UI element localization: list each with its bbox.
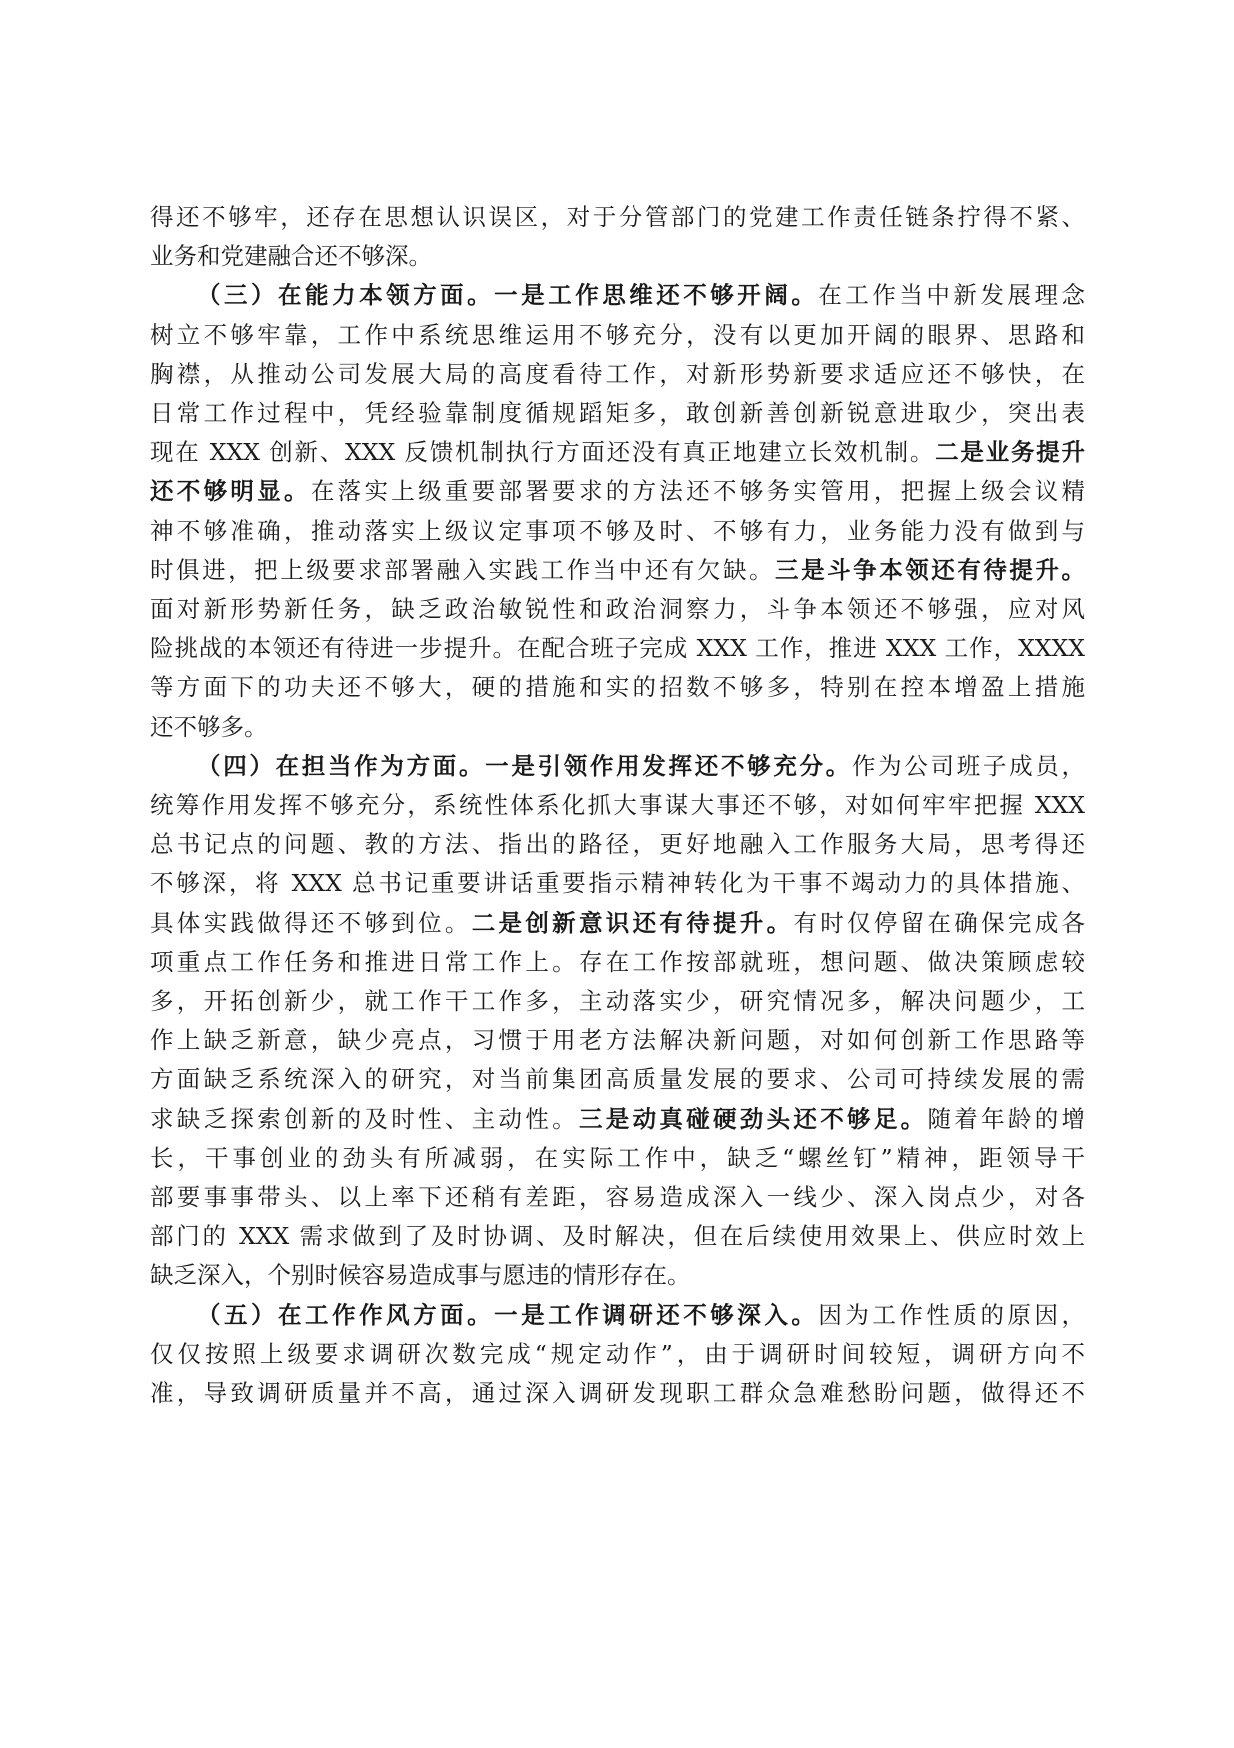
text-line: 还不够多。 <box>150 712 268 741</box>
text-line: 长，干事创业的劲头有所减弱，在实际工作中，缺乏“螺丝钉”精神，距领导干 <box>150 1143 1085 1172</box>
point-heading: 二是业务提升 <box>935 438 1085 467</box>
text-line: 时俱进，把上级要求部署融入实践工作当中还有欠缺。三是斗争本领还有待提升。 <box>150 555 1086 584</box>
text-line: 部门的 XXX 需求做到了及时协调、及时解决，但在后续使用效果上、供应时效上 <box>150 1222 1085 1251</box>
section-heading: （四）在担当作为方面。 <box>197 751 486 780</box>
paragraph-continuation <box>150 198 1085 276</box>
paragraph-responsibility <box>150 747 1085 1296</box>
text-line: 日常工作过程中，凭经验靠制度循规蹈矩多，敢创新善创新锐意进取少，突出表 <box>150 399 1085 428</box>
text-line: 面对新形势新任务，缺乏政治敏锐性和政治洞察力，斗争本领还不够强，应对风 <box>150 595 1085 624</box>
text-line: 求缺乏探索创新的及时性、主动性。三是动真碰硬劲头还不够足。随着年龄的增 <box>150 1104 1086 1133</box>
text-line: 作上缺乏新意，缺少亮点，习惯于用老方法解决新问题，对如何创新工作思路等 <box>150 1026 1085 1055</box>
point-heading: 一是引领作用发挥还不够充分。 <box>485 751 852 780</box>
text-line: 胸襟，从推动公司发展大局的高度看待工作，对新形势新要求适应还不够快，在 <box>150 359 1085 388</box>
section-heading: （五）在工作作风方面。 <box>197 1300 495 1329</box>
section-heading: （三）在能力本领方面。 <box>197 281 495 310</box>
paragraph-ability <box>150 276 1085 746</box>
point-heading: 三是斗争本领还有待提升。 <box>775 555 1086 584</box>
text-line: 缺乏深入，个别时候容易造成事与愿违的情形存在。 <box>150 1261 691 1290</box>
text-line: 还不够明显。在落实上级重要部署要求的方法还不够务实管用，把握上级会议精 <box>150 477 1086 506</box>
text-line: 方面缺乏系统深入的研究，对当前集团高质量发展的要求、公司可持续发展的需 <box>150 1065 1085 1094</box>
document-body <box>150 198 1085 1413</box>
point-heading: 二是创新意识还有待提升。 <box>471 908 794 937</box>
text-line: （四）在担当作为方面。一是引领作用发挥还不够充分。作为公司班子成员， <box>197 751 1086 780</box>
text-line: 险挑战的本领还有待进一步提升。在配合班子完成 XXX 工作，推进 XXX 工作，XXXX <box>150 634 1085 663</box>
text-line: 现在 XXX 创新、XXX 反馈机制执行方面还没有真正地建立长效机制。二是业务提升 <box>150 438 1085 467</box>
text-line: 准，导致调研质量并不高，通过深入调研发现职工群众急难愁盼问题，做得还不 <box>150 1379 1085 1408</box>
point-heading: 三是动真碰硬劲头还不够足。 <box>578 1104 928 1133</box>
text-line: 等方面下的功夫还不够大，硬的措施和实的招数不够多，特别在控本增盈上措施 <box>150 673 1085 702</box>
text-line: 不够深，将 XXX 总书记重要讲话重要指示精神转化为干事不竭动力的具体措施、 <box>150 869 1085 898</box>
text-line: 项重点工作任务和推进日常工作上。存在工作按部就班，想问题、做决策顾虑较 <box>150 947 1085 976</box>
text-line: 神不够准确，推动落实上级议定事项不够及时、不够有力，业务能力没有做到与 <box>150 516 1085 545</box>
text-line: （五）在工作作风方面。一是工作调研还不够深入。因为工作性质的原因， <box>197 1300 1085 1329</box>
text-line: 业务和党建融合还不够深。 <box>150 242 432 271</box>
text-line: 统筹作用发挥不够充分，系统性体系化抓大事谋大事还不够，对如何牢牢把握 XXX <box>150 791 1085 820</box>
text-line: （三）在能力本领方面。一是工作思维还不够开阔。在工作当中新发展理念 <box>197 281 1085 310</box>
point-heading: 一是工作思维还不够开阔。 <box>494 281 819 310</box>
text-line: 仅仅按照上级要求调研次数完成“规定动作”，由于调研时间较短，调研方向不 <box>150 1339 1085 1368</box>
paragraph-work-style <box>150 1296 1085 1414</box>
text-line: 多，开拓创新少，就工作干工作多，主动落实少，研究情况多，解决问题少，工 <box>150 987 1085 1016</box>
text-line: 得还不够牢，还存在思想认识误区，对于分管部门的党建工作责任链条拧得不紧、 <box>150 203 1085 231</box>
text-line: 部要事事带头、以上率下还稍有差距，容易造成深入一线少、深入岗点少，对各 <box>150 1183 1085 1212</box>
point-heading: 还不够明显。 <box>150 477 311 506</box>
text-line: 树立不够牢靠，工作中系统思维运用不够充分，没有以更加开阔的眼界、思路和 <box>150 320 1085 349</box>
text-line: 具体实践做得还不够到位。二是创新意识还有待提升。有时仅停留在确保完成各 <box>150 908 1086 937</box>
point-heading: 一是工作调研还不够深入。 <box>494 1300 819 1329</box>
text-line: 总书记点的问题、教的方法、指出的路径，更好地融入工作服务大局，思考得还 <box>150 830 1085 859</box>
